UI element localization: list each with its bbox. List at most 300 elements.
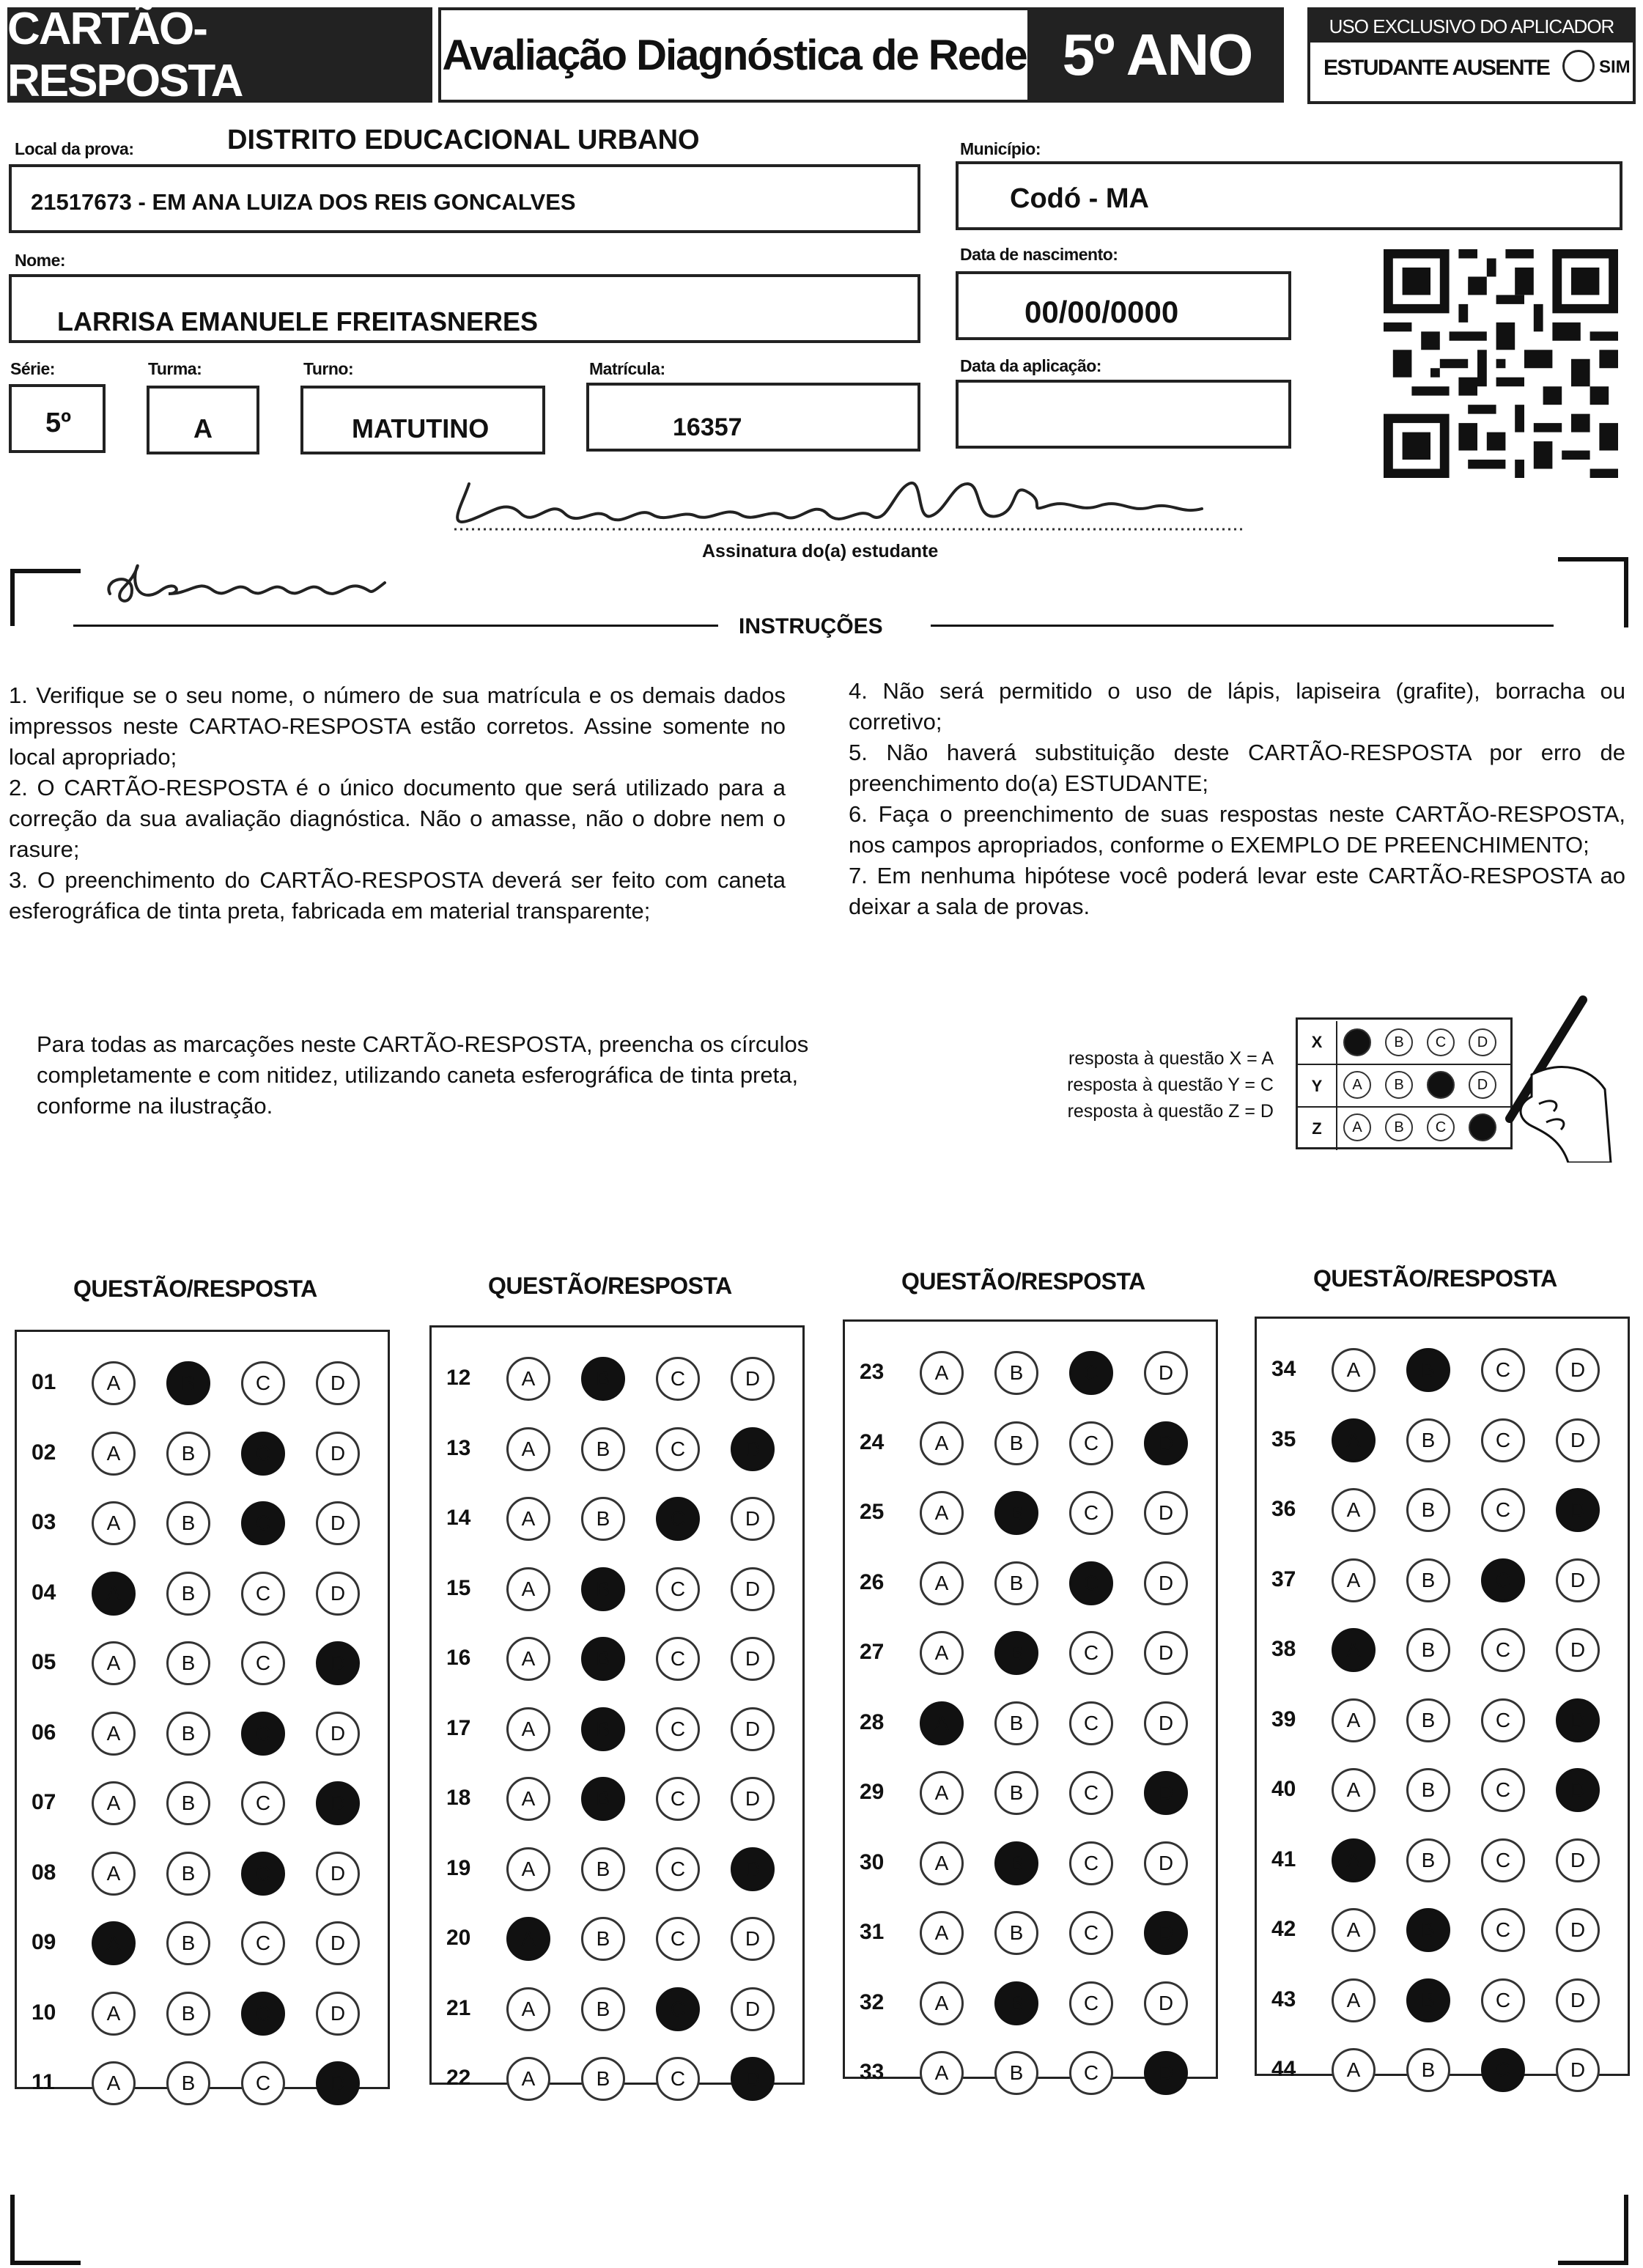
district-name: DISTRITO EDUCACIONAL URBANO [227, 125, 700, 155]
question-number: 42 [1271, 1917, 1296, 1941]
answer-bubble-b[interactable]: B [581, 1917, 625, 1961]
answer-row [845, 1350, 1220, 1396]
answer-bubble-a[interactable]: A [920, 1631, 964, 1675]
example-bubble-d: D [1469, 1071, 1496, 1099]
question-number: 41 [1271, 1847, 1296, 1871]
example-legend [1032, 1045, 1274, 1124]
municipality-value: Codó - MA [1010, 183, 1149, 214]
answer-bubble-b[interactable]: B [1406, 1838, 1450, 1882]
answer-row [432, 1775, 807, 1822]
answer-bubble-d[interactable]: D [1144, 1631, 1188, 1675]
school-field [9, 164, 920, 233]
answer-bubble-a[interactable]: A [506, 1357, 550, 1401]
answer-row [845, 2050, 1220, 2096]
answer-row [432, 1426, 807, 1473]
question-number: 36 [1271, 1497, 1296, 1521]
answer-bubble-b[interactable]: B [581, 1637, 625, 1681]
answer-bubble-d[interactable]: D [1556, 1978, 1600, 2022]
answer-bubble-b[interactable]: B [581, 2057, 625, 2101]
answer-row [17, 1920, 392, 1967]
instructions-left: 1. Verifique se o seu nome, o número de sua matrícula e os demais dados impressos neste CARTAO-RESPOSTA estão corretos. Assine somente no local apropriado; 2. O CARTÃO-RESPOSTA é o único documento que será utilizado para a correção da sua avaliação diagnóstica. Não o amasse, não o dobre nem o rasure; 3. O preenchimento do CARTÃO-RESPOSTA deverá ser feito com caneta esferográfica de tinta preta, fabricada em material transparente; [9, 682, 786, 924]
answer-row [17, 1500, 392, 1547]
answer-row [17, 2060, 392, 2107]
answer-bubble-b[interactable]: B [994, 1911, 1038, 1955]
school-name: 21517673 - EM ANA LUIZA DOS REIS GONCALVES [31, 189, 576, 215]
question-number: 37 [1271, 1566, 1296, 1591]
answer-bubble-d[interactable]: D [316, 1852, 360, 1896]
answer-bubble-a[interactable]: A [92, 1572, 136, 1616]
question-number: 20 [446, 1926, 471, 1950]
answer-bubble-c[interactable]: C [1481, 1698, 1525, 1742]
answer-bubble-c[interactable]: C [1069, 1701, 1113, 1745]
answer-bubble-a[interactable]: A [506, 2057, 550, 2101]
answer-bubble-d[interactable]: D [316, 1992, 360, 2036]
grade-value: 5º [45, 408, 72, 438]
question-number: 35 [1271, 1426, 1296, 1451]
grade-badge: 5º ANO [1062, 22, 1252, 87]
example-bubble-b: B [1385, 1071, 1413, 1099]
answer-bubble-c[interactable]: C [1069, 1421, 1113, 1465]
answer-bubble-b[interactable]: B [1406, 1978, 1450, 2022]
question-number: 28 [860, 1709, 885, 1734]
answer-bubble-b[interactable]: B [166, 1641, 210, 1685]
answer-bubble-b[interactable]: B [581, 1497, 625, 1541]
answer-bubble-b[interactable]: B [581, 1707, 625, 1751]
card-title-banner [7, 4, 432, 106]
exam-title-box [438, 7, 1030, 103]
answer-bubble-d[interactable]: D [1556, 1348, 1600, 1392]
answer-row [432, 1355, 807, 1402]
answer-bubble-c[interactable]: C [656, 1427, 700, 1471]
question-number: 25 [860, 1500, 885, 1524]
absent-label: ESTUDANTE AUSENTE [1323, 56, 1550, 80]
question-number: 29 [860, 1780, 885, 1804]
answer-bubble-b[interactable]: B [1406, 1768, 1450, 1812]
answer-bubble-b[interactable]: B [166, 1712, 210, 1756]
answer-bubble-d[interactable]: D [1144, 1771, 1188, 1815]
answer-row [845, 1910, 1220, 1956]
student-name: LARRISA EMANUELE FREITASNERES [57, 306, 539, 336]
answer-bubble-a[interactable]: A [920, 1421, 964, 1465]
answer-bubble-b[interactable]: B [1406, 1488, 1450, 1532]
municipality-label: Município: [960, 139, 1041, 158]
answer-bubble-d[interactable]: D [1556, 1838, 1600, 1882]
example-bubble-c [1427, 1071, 1455, 1099]
answer-bubble-b[interactable]: B [994, 1631, 1038, 1675]
answer-bubble-b[interactable]: B [1406, 1698, 1450, 1742]
answer-bubble-c[interactable]: C [1481, 1908, 1525, 1952]
example-bubble-c: C [1427, 1028, 1455, 1056]
answer-bubble-b[interactable]: B [581, 1987, 625, 2031]
answer-bubble-b[interactable]: B [994, 1351, 1038, 1395]
answer-bubble-b[interactable]: B [994, 1491, 1038, 1535]
answer-bubble-b[interactable]: B [1406, 1628, 1450, 1672]
answer-bubble-b[interactable]: B [581, 1777, 625, 1821]
applicator-box [1307, 7, 1636, 104]
answer-bubble-a[interactable]: A [1332, 1698, 1376, 1742]
question-number: 03 [32, 1510, 56, 1534]
example-line-x: resposta à questão X = A [1068, 1048, 1274, 1069]
answer-bubble-c[interactable]: C [1069, 1981, 1113, 2025]
answer-bubble-b[interactable]: B [166, 1992, 210, 2036]
answer-row [845, 1560, 1220, 1607]
answer-column-header: QUESTÃO/RESPOSTA [901, 1268, 1145, 1295]
question-number: 01 [32, 1370, 56, 1394]
answer-bubble-c[interactable]: C [241, 1712, 285, 1756]
answer-bubble-d[interactable]: D [1556, 1418, 1600, 1462]
answer-row [845, 1420, 1220, 1467]
question-number: 07 [32, 1790, 56, 1814]
answer-column-header: QUESTÃO/RESPOSTA [1313, 1265, 1557, 1292]
answer-bubble-c[interactable]: C [1069, 1911, 1113, 1955]
answer-row [845, 1490, 1220, 1536]
question-number: 40 [1271, 1777, 1296, 1801]
answer-column-header: QUESTÃO/RESPOSTA [488, 1273, 732, 1299]
answer-bubble-c[interactable]: C [241, 2061, 285, 2105]
answer-bubble-b[interactable]: B [581, 1567, 625, 1611]
answer-row [845, 1980, 1220, 2027]
question-number: 24 [860, 1429, 885, 1454]
answer-bubble-c[interactable]: C [1069, 1351, 1113, 1395]
question-number: 19 [446, 1855, 471, 1880]
answer-bubble-c[interactable]: C [656, 1847, 700, 1891]
answer-bubble-b[interactable]: B [166, 1572, 210, 1616]
answer-bubble-c[interactable]: C [241, 1781, 285, 1825]
enrollment-value: 16357 [673, 413, 742, 441]
answer-bubble-d[interactable]: D [316, 1921, 360, 1965]
answer-bubble-d[interactable]: D [316, 1641, 360, 1685]
answer-row [1257, 1417, 1632, 1464]
example-row-label: Y [1298, 1064, 1337, 1108]
answer-bubble-c[interactable]: C [656, 1497, 700, 1541]
answer-bubble-d[interactable]: D [731, 2057, 775, 2101]
question-number: 02 [32, 1440, 56, 1465]
answer-bubble-c[interactable]: C [656, 1987, 700, 2031]
answer-bubble-d[interactable]: D [1144, 1911, 1188, 1955]
answer-row [1257, 1837, 1632, 1884]
answer-bubble-b[interactable]: B [1406, 2048, 1450, 2092]
answer-bubble-b[interactable]: B [994, 1771, 1038, 1815]
answer-bubble-d[interactable]: D [1556, 1558, 1600, 1602]
answer-bubble-a[interactable]: A [920, 1841, 964, 1885]
answer-bubble-b[interactable]: B [581, 1427, 625, 1471]
answer-bubble-d[interactable]: D [731, 1987, 775, 2031]
absent-bubble[interactable] [1562, 50, 1595, 82]
answer-bubble-b[interactable]: B [166, 1501, 210, 1545]
answer-row [17, 1570, 392, 1617]
application-date-field[interactable] [956, 380, 1291, 449]
answer-bubble-b[interactable]: B [994, 1421, 1038, 1465]
answer-bubble-d[interactable]: D [316, 1501, 360, 1545]
shift-value: MATUTINO [352, 413, 490, 443]
question-number: 06 [32, 1720, 56, 1745]
question-number: 27 [860, 1640, 885, 1664]
question-number: 38 [1271, 1637, 1296, 1661]
question-number: 04 [32, 1580, 56, 1605]
answer-bubble-b[interactable]: B [166, 1361, 210, 1405]
grade-banner [1030, 7, 1284, 103]
answer-bubble-a[interactable]: A [92, 1852, 136, 1896]
answer-bubble-a[interactable]: A [920, 1911, 964, 1955]
answer-bubble-c[interactable]: C [1481, 1348, 1525, 1392]
answer-bubble-c[interactable]: C [241, 1992, 285, 2036]
answer-bubble-c[interactable]: C [1069, 1561, 1113, 1605]
answer-row [17, 1710, 392, 1757]
answer-row [1257, 1557, 1632, 1604]
answer-bubble-c[interactable]: C [241, 1501, 285, 1545]
answer-bubble-c[interactable]: C [1069, 2051, 1113, 2095]
name-label: Nome: [15, 251, 66, 270]
answer-column-header: QUESTÃO/RESPOSTA [73, 1275, 317, 1302]
answer-row [17, 1780, 392, 1827]
answer-bubble-a[interactable]: A [92, 1712, 136, 1756]
answer-bubble-b[interactable]: B [166, 1852, 210, 1896]
answer-bubble-d[interactable]: D [1556, 1698, 1600, 1742]
application-date-label: Data da aplicação: [960, 356, 1101, 375]
answer-bubble-a[interactable]: A [920, 1771, 964, 1815]
question-number: 31 [860, 1920, 885, 1944]
answer-bubble-a[interactable]: A [1332, 1978, 1376, 2022]
signature-line-2 [95, 550, 403, 616]
answer-bubble-b[interactable]: B [994, 1841, 1038, 1885]
fill-note: Para todas as marcações neste CARTÃO-RESPOSTA, preencha os círculos completamente e com nitidez, utilizando caneta esferográfica de tinta preta, conforme na ilustração. [37, 1031, 809, 1119]
answer-bubble-c[interactable]: C [1481, 1628, 1525, 1672]
answer-bubble-c[interactable]: C [241, 1432, 285, 1476]
answer-bubble-d[interactable]: D [1144, 1561, 1188, 1605]
answer-bubble-c[interactable]: C [1069, 1631, 1113, 1675]
answer-panel-2 [429, 1325, 805, 2090]
answer-bubble-c[interactable]: C [656, 1637, 700, 1681]
answer-bubble-d[interactable]: D [316, 1712, 360, 1756]
answer-bubble-d[interactable]: D [316, 1572, 360, 1616]
answer-bubble-d[interactable]: D [731, 1427, 775, 1471]
answer-bubble-a[interactable]: A [506, 1847, 550, 1891]
answer-bubble-d[interactable]: D [1556, 1908, 1600, 1952]
answer-row [432, 1986, 807, 2033]
applicator-title: USO EXCLUSIVO DO APLICADOR [1310, 10, 1633, 43]
answer-bubble-a[interactable]: A [92, 1921, 136, 1965]
answer-bubble-a[interactable]: A [506, 1637, 550, 1681]
answer-bubble-d[interactable]: D [1556, 2048, 1600, 2092]
answer-bubble-c[interactable]: C [241, 1361, 285, 1405]
answer-bubble-a[interactable]: A [920, 1981, 964, 2025]
question-number: 12 [446, 1366, 471, 1390]
question-number: 33 [860, 2060, 885, 2084]
answer-bubble-a[interactable]: A [92, 1992, 136, 2036]
question-number: 43 [1271, 1987, 1296, 2011]
signature-line-1 [440, 469, 1275, 542]
answer-bubble-a[interactable]: A [92, 1361, 136, 1405]
answer-bubble-a[interactable]: A [92, 1641, 136, 1685]
answer-bubble-d[interactable]: D [731, 1847, 775, 1891]
answer-bubble-c[interactable]: C [1481, 1558, 1525, 1602]
answer-row [1257, 1977, 1632, 2024]
answer-bubble-c[interactable]: C [1069, 1841, 1113, 1885]
answer-bubble-d[interactable]: D [731, 1567, 775, 1611]
shift-field [300, 386, 545, 454]
answer-bubble-c[interactable]: C [1481, 1768, 1525, 1812]
answer-bubble-d[interactable]: D [316, 1781, 360, 1825]
answer-bubble-c[interactable]: C [1481, 1418, 1525, 1462]
answer-bubble-a[interactable]: A [1332, 1768, 1376, 1812]
answer-bubble-b[interactable]: B [166, 1781, 210, 1825]
answer-bubble-a[interactable]: A [1332, 1488, 1376, 1532]
example-bubble-b: B [1385, 1028, 1413, 1056]
answer-bubble-c[interactable]: C [656, 1567, 700, 1611]
class-value: A [193, 413, 213, 443]
answer-bubble-b[interactable]: B [166, 2061, 210, 2105]
answer-bubble-a[interactable]: A [506, 1917, 550, 1961]
answer-bubble-d[interactable]: D [1144, 2051, 1188, 2095]
answer-bubble-a[interactable]: A [506, 1427, 550, 1471]
answer-bubble-c[interactable]: C [1481, 1488, 1525, 1532]
answer-bubble-c[interactable]: C [656, 1917, 700, 1961]
answer-bubble-a[interactable]: A [1332, 1348, 1376, 1392]
registration-mark-bottom-right [1558, 2195, 1628, 2265]
question-number: 16 [446, 1646, 471, 1670]
answer-panel-3 [843, 1319, 1218, 2084]
answer-row [17, 1360, 392, 1407]
answer-row [845, 1700, 1220, 1747]
answer-bubble-b[interactable]: B [581, 1847, 625, 1891]
answer-bubble-a[interactable]: A [92, 1501, 136, 1545]
instructions-right: 4. Não será permitido o uso de lápis, lapiseira (grafite), borracha ou corretivo; 5. Não haverá substituição deste CARTÃO-RESPOSTA por erro de preenchimento do(a) ESTUDANTE; 6. Faça o preenchimento de suas respostas neste CARTÃO-RESPOSTA, nos campos apropriados, conforme o EXEMPLO DE PREENCHIMENTO; 7. Em nenhuma hipótese você poderá levar este CARTÃO-RESPOSTA ao deixar a sala de provas. [849, 678, 1625, 919]
answer-row [432, 1635, 807, 1682]
answer-bubble-b[interactable]: B [994, 1561, 1038, 1605]
example-bubble-a [1343, 1028, 1371, 1056]
answer-bubble-d[interactable]: D [731, 1637, 775, 1681]
answer-bubble-a[interactable]: A [506, 1987, 550, 2031]
answer-bubble-d[interactable]: D [1556, 1628, 1600, 1672]
example-bubble-a: A [1343, 1113, 1371, 1141]
answer-bubble-d[interactable]: D [1144, 1981, 1188, 2025]
answer-bubble-c[interactable]: C [656, 1707, 700, 1751]
answer-panel-1 [15, 1330, 390, 2094]
enrollment-field [586, 383, 920, 452]
answer-bubble-b[interactable]: B [1406, 1418, 1450, 1462]
answer-bubble-c[interactable]: C [241, 1921, 285, 1965]
answer-bubble-b[interactable]: B [1406, 1348, 1450, 1392]
example-line-y: resposta à questão Y = C [1067, 1075, 1274, 1095]
answer-bubble-b[interactable]: B [994, 2051, 1038, 2095]
answer-row [1257, 1697, 1632, 1744]
answer-bubble-a[interactable]: A [920, 1561, 964, 1605]
answer-bubble-d[interactable]: D [1144, 1701, 1188, 1745]
exam-title: Avaliação Diagnóstica de Rede [442, 31, 1027, 79]
question-number: 10 [32, 2000, 56, 2025]
answer-bubble-d[interactable]: D [731, 1357, 775, 1401]
answer-bubble-b[interactable]: B [1406, 1908, 1450, 1952]
answer-bubble-d[interactable]: D [1144, 1351, 1188, 1395]
registration-mark-bottom-left [10, 2195, 81, 2265]
answer-bubble-a[interactable]: A [506, 1777, 550, 1821]
answer-bubble-c[interactable]: C [1481, 2048, 1525, 2092]
answer-bubble-d[interactable]: D [731, 1777, 775, 1821]
answer-bubble-a[interactable]: A [1332, 1558, 1376, 1602]
answer-bubble-a[interactable]: A [920, 1491, 964, 1535]
answer-row [432, 1846, 807, 1893]
answer-bubble-c[interactable]: C [656, 1777, 700, 1821]
answer-bubble-d[interactable]: D [731, 1707, 775, 1751]
answer-bubble-a[interactable]: A [1332, 2048, 1376, 2092]
answer-bubble-c[interactable]: C [1481, 1978, 1525, 2022]
answer-bubble-b[interactable]: B [581, 1357, 625, 1401]
answer-row [17, 1640, 392, 1687]
answer-row [432, 1566, 807, 1613]
answer-row [432, 2055, 807, 2102]
answer-bubble-a[interactable]: A [1332, 1838, 1376, 1882]
answer-bubble-a[interactable]: A [506, 1707, 550, 1751]
birth-label: Data de nascimento: [960, 245, 1118, 264]
answer-bubble-c[interactable]: C [656, 1357, 700, 1401]
answer-bubble-d[interactable]: D [316, 2061, 360, 2105]
answer-row [1257, 1907, 1632, 1954]
question-number: 17 [446, 1715, 471, 1740]
answer-row [17, 1990, 392, 2037]
answer-row [432, 1915, 807, 1962]
answer-bubble-a[interactable]: A [1332, 1908, 1376, 1952]
answer-bubble-c[interactable]: C [1069, 1771, 1113, 1815]
answer-bubble-b[interactable]: B [1406, 1558, 1450, 1602]
answer-bubble-c[interactable]: C [1481, 1838, 1525, 1882]
answer-bubble-a[interactable]: A [920, 1351, 964, 1395]
answer-row [1257, 1627, 1632, 1674]
answer-row [1257, 1487, 1632, 1534]
answer-bubble-d[interactable]: D [1144, 1841, 1188, 1885]
birth-field [956, 271, 1291, 340]
answer-bubble-d[interactable]: D [1556, 1768, 1600, 1812]
answer-bubble-c[interactable]: C [1069, 1491, 1113, 1535]
answer-bubble-d[interactable]: D [316, 1432, 360, 1476]
exam-location-label: Local da prova: [15, 139, 134, 158]
enrollment-label: Matrícula: [589, 359, 665, 378]
answer-bubble-d[interactable]: D [1144, 1421, 1188, 1465]
answer-bubble-a[interactable]: A [920, 2051, 964, 2095]
answer-bubble-b[interactable]: B [994, 1701, 1038, 1745]
answer-row [845, 1770, 1220, 1816]
answer-bubble-c[interactable]: C [656, 2057, 700, 2101]
answer-bubble-c[interactable]: C [241, 1641, 285, 1685]
instructions-rule-right [931, 625, 1554, 627]
answer-bubble-a[interactable]: A [1332, 1628, 1376, 1672]
answer-row [432, 1706, 807, 1753]
qr-code [1384, 249, 1618, 478]
answer-bubble-a[interactable]: A [92, 1781, 136, 1825]
answer-bubble-d[interactable]: D [731, 1497, 775, 1541]
answer-bubble-a[interactable]: A [920, 1701, 964, 1745]
absent-option-label: SIM [1599, 57, 1631, 77]
answer-bubble-a[interactable]: A [1332, 1418, 1376, 1462]
answer-bubble-a[interactable]: A [92, 1432, 136, 1476]
answer-bubble-b[interactable]: B [994, 1981, 1038, 2025]
question-number: 21 [446, 1995, 471, 2020]
card-title: CARTÃO-RESPOSTA [7, 4, 243, 106]
answer-bubble-a[interactable]: A [92, 2061, 136, 2105]
answer-row [1257, 1347, 1632, 1393]
answer-bubble-b[interactable]: B [166, 1921, 210, 1965]
answer-bubble-d[interactable]: D [1556, 1488, 1600, 1532]
answer-bubble-a[interactable]: A [506, 1497, 550, 1541]
answer-bubble-c[interactable]: C [241, 1572, 285, 1616]
answer-bubble-b[interactable]: B [166, 1432, 210, 1476]
answer-bubble-d[interactable]: D [731, 1917, 775, 1961]
answer-bubble-c[interactable]: C [241, 1852, 285, 1896]
question-number: 05 [32, 1650, 56, 1674]
answer-bubble-a[interactable]: A [506, 1567, 550, 1611]
answer-bubble-d[interactable]: D [316, 1361, 360, 1405]
answer-row [17, 1850, 392, 1897]
answer-bubble-d[interactable]: D [1144, 1491, 1188, 1535]
